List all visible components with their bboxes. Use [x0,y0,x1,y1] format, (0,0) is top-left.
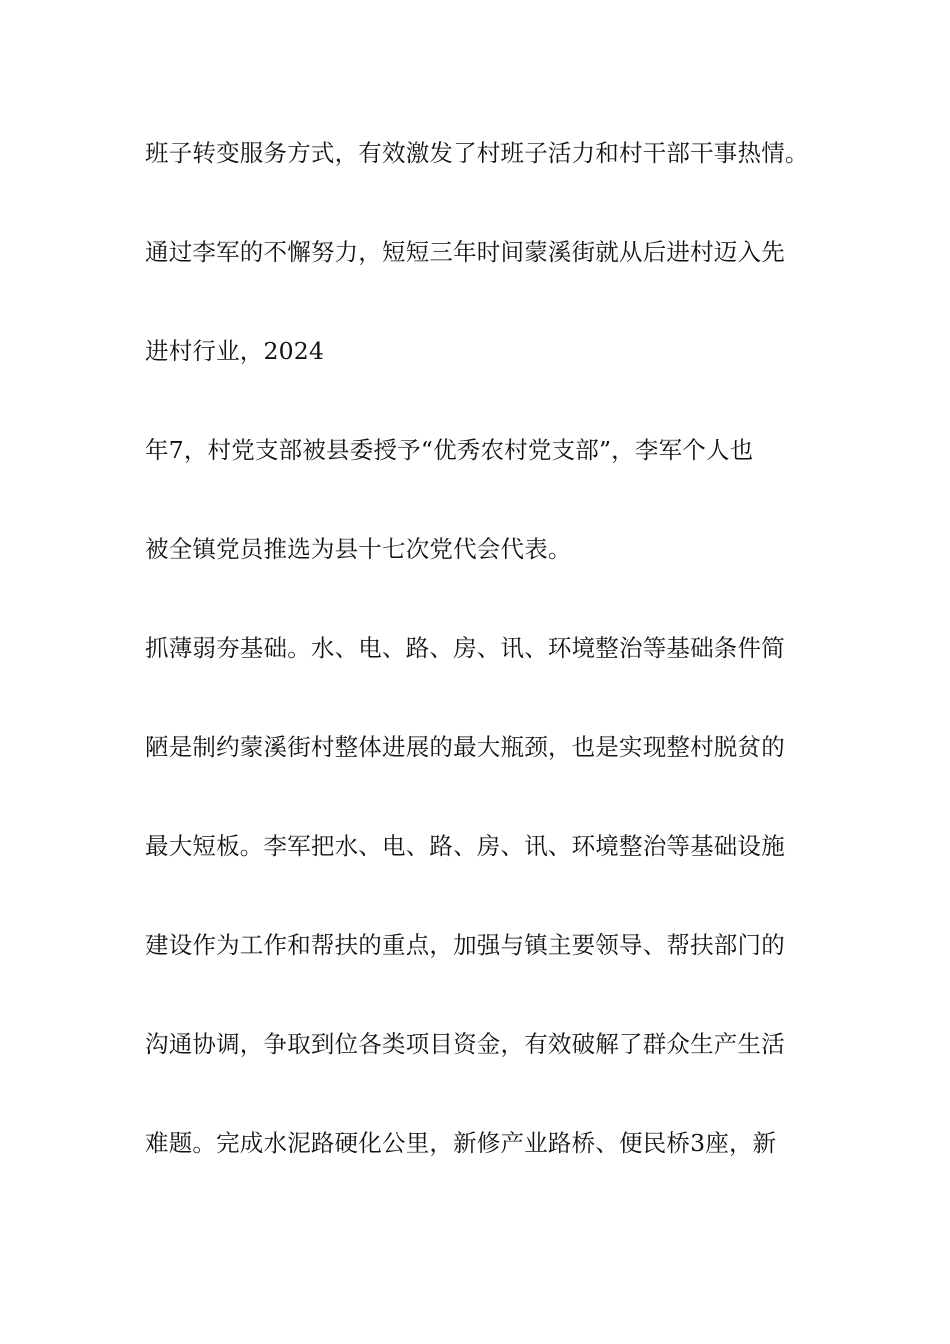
text-line: 最大短板。李军把水、电、路、房、讯、环境整治等基础设施 [145,832,785,860]
text-line: 进村行业，2024 [145,337,325,365]
text-line: 难题。完成水泥路硬化公里，新修产业路桥、便民桥3座，新 [145,1129,777,1157]
text-line: 陋是制约蒙溪街村整体进展的最大瓶颈，也是实现整村脱贫的 [145,733,785,761]
text-line: 抓薄弱夯基础。水、电、路、房、讯、环境整治等基础条件简 [145,634,785,662]
text-line: 建设作为工作和帮扶的重点，加强与镇主要领导、帮扶部门的 [145,931,785,959]
text-line: 班子转变服务方式，有效激发了村班子活力和村干部干事热情。 [145,139,809,167]
text-line: 通过李军的不懈努力，短短三年时间蒙溪街就从后进村迈入先 [145,238,785,266]
text-line: 沟通协调，争取到位各类项目资金，有效破解了群众生产生活 [145,1030,785,1058]
text-line: 被全镇党员推选为县十七次党代会代表。 [145,535,572,563]
text-line: 年7，村党支部被县委授予“优秀农村党支部”，李军个人也 [145,436,754,464]
